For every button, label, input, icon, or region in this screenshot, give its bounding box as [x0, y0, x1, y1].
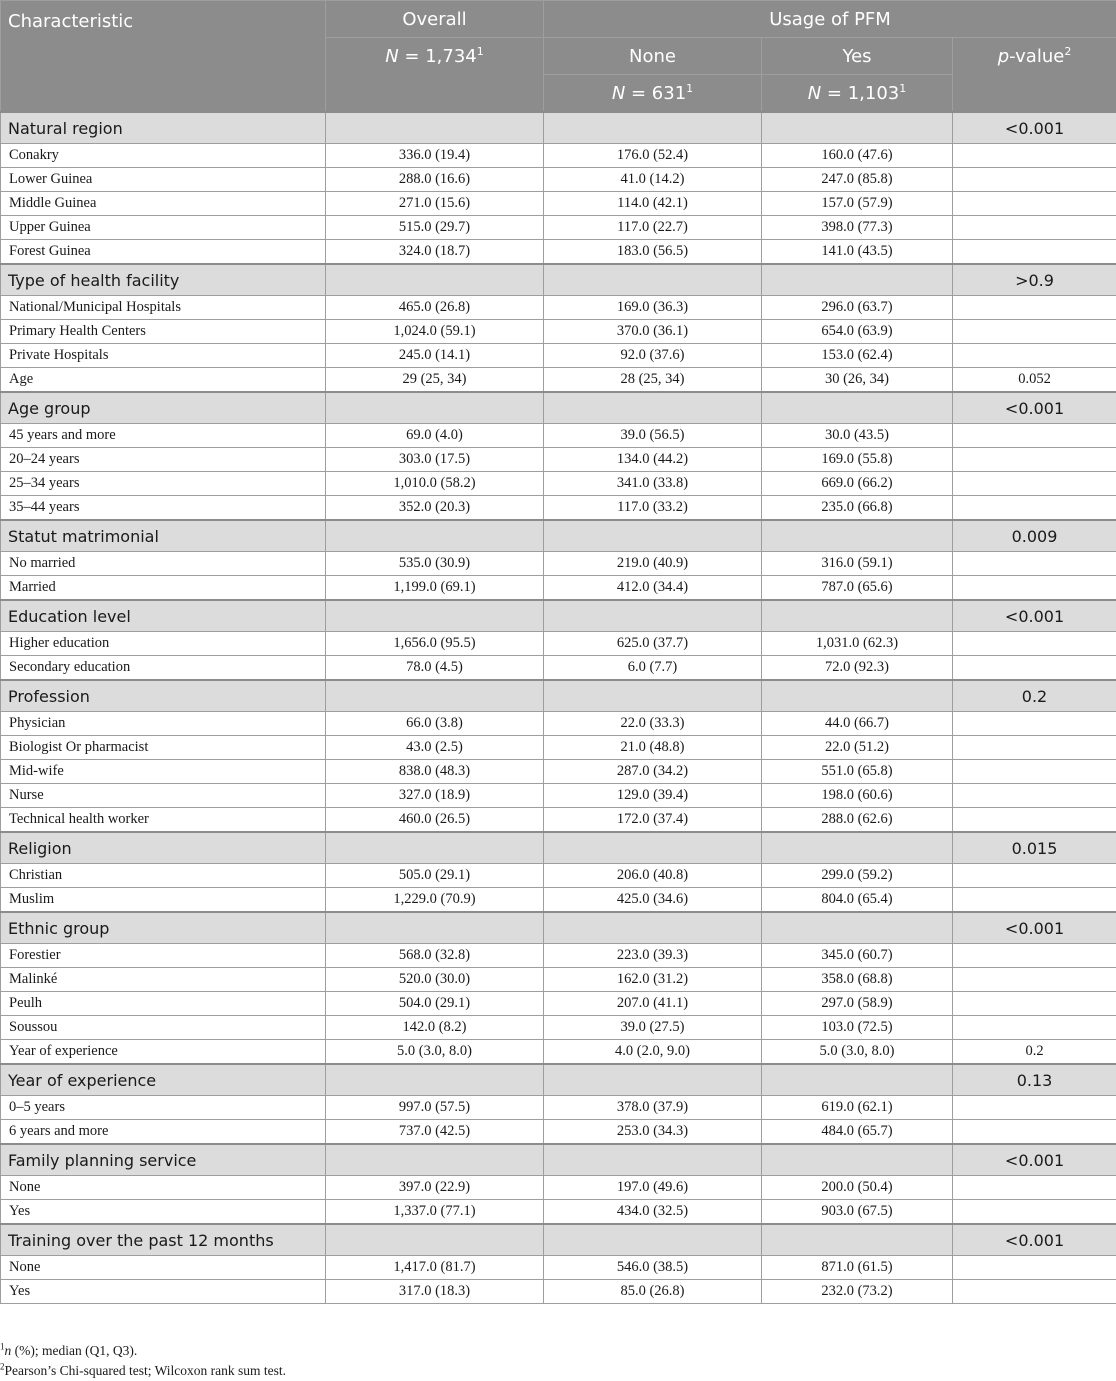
overall-value: 336.0 (19.4) — [326, 144, 544, 168]
overall-header: Overall — [326, 1, 544, 38]
row-pvalue — [953, 1016, 1116, 1040]
row-pvalue — [953, 1176, 1116, 1200]
none-value: 434.0 (32.5) — [544, 1200, 762, 1225]
yes-value: 30 (26, 34) — [762, 368, 953, 393]
empty-cell — [544, 520, 762, 552]
empty-cell — [762, 1144, 953, 1176]
overall-value: 317.0 (18.3) — [326, 1280, 544, 1304]
table-row — [1, 368, 1116, 393]
empty-cell — [544, 600, 762, 632]
section-pvalue: <0.001 — [953, 1144, 1116, 1176]
overall-value: 504.0 (29.1) — [326, 992, 544, 1016]
section-header-row — [1, 1064, 1116, 1096]
yes-value: 153.0 (62.4) — [762, 344, 953, 368]
table-row — [1, 1280, 1116, 1304]
yes-value: 903.0 (67.5) — [762, 1200, 953, 1225]
yes-header: Yes — [762, 38, 953, 75]
empty-cell — [326, 600, 544, 632]
none-header: None — [544, 38, 762, 75]
empty-cell — [326, 832, 544, 864]
row-label: Soussou — [1, 1016, 326, 1040]
overall-value: 838.0 (48.3) — [326, 760, 544, 784]
row-pvalue — [953, 632, 1116, 656]
row-label: 25–34 years — [1, 472, 326, 496]
empty-cell — [544, 264, 762, 296]
table-row — [1, 1040, 1116, 1065]
usage-header: Usage of PFM — [544, 1, 1116, 38]
section-pvalue: <0.001 — [953, 600, 1116, 632]
none-value: 39.0 (56.5) — [544, 424, 762, 448]
section-title: Natural region — [1, 112, 326, 144]
table-row — [1, 632, 1116, 656]
overall-value: 568.0 (32.8) — [326, 944, 544, 968]
section-title: Ethnic group — [1, 912, 326, 944]
row-pvalue — [953, 1120, 1116, 1145]
none-value: 207.0 (41.1) — [544, 992, 762, 1016]
none-value: 197.0 (49.6) — [544, 1176, 762, 1200]
yes-value: 232.0 (73.2) — [762, 1280, 953, 1304]
none-value: 117.0 (33.2) — [544, 496, 762, 521]
empty-cell — [762, 1064, 953, 1096]
table-row — [1, 192, 1116, 216]
empty-cell — [326, 1224, 544, 1256]
none-value: 92.0 (37.6) — [544, 344, 762, 368]
overall-value: 397.0 (22.9) — [326, 1176, 544, 1200]
empty-cell — [544, 1144, 762, 1176]
empty-cell — [762, 264, 953, 296]
table-row — [1, 1120, 1116, 1145]
characteristic-header: Characteristic — [1, 1, 326, 113]
none-value: 39.0 (27.5) — [544, 1016, 762, 1040]
empty-cell — [762, 832, 953, 864]
yes-n-header: $N = 1,103^1$ — [762, 75, 953, 113]
section-title: Year of experience — [1, 1064, 326, 1096]
none-value: 6.0 (7.7) — [544, 656, 762, 681]
empty-cell — [762, 912, 953, 944]
footnotes — [0, 1341, 286, 1381]
none-value: 85.0 (26.8) — [544, 1280, 762, 1304]
row-pvalue — [953, 240, 1116, 265]
none-value: 114.0 (42.1) — [544, 192, 762, 216]
table-row — [1, 992, 1116, 1016]
table-row — [1, 1176, 1116, 1200]
row-pvalue — [953, 968, 1116, 992]
overall-value: 515.0 (29.7) — [326, 216, 544, 240]
row-label: Year of experience — [1, 1040, 326, 1065]
row-pvalue — [953, 424, 1116, 448]
section-pvalue: 0.015 — [953, 832, 1116, 864]
table-row — [1, 712, 1116, 736]
row-label: Married — [1, 576, 326, 601]
table-row — [1, 736, 1116, 760]
row-pvalue — [953, 168, 1116, 192]
row-pvalue — [953, 944, 1116, 968]
overall-value: 1,024.0 (59.1) — [326, 320, 544, 344]
empty-cell — [326, 520, 544, 552]
section-title: Education level — [1, 600, 326, 632]
overall-value: 520.0 (30.0) — [326, 968, 544, 992]
none-value: 341.0 (33.8) — [544, 472, 762, 496]
overall-value: 78.0 (4.5) — [326, 656, 544, 681]
yes-value: 345.0 (60.7) — [762, 944, 953, 968]
yes-value: 669.0 (66.2) — [762, 472, 953, 496]
row-label: Higher education — [1, 632, 326, 656]
row-pvalue — [953, 216, 1116, 240]
overall-value: 352.0 (20.3) — [326, 496, 544, 521]
section-header-row — [1, 912, 1116, 944]
row-pvalue — [953, 888, 1116, 913]
empty-cell — [762, 112, 953, 144]
section-header-row — [1, 520, 1116, 552]
section-title: Family planning service — [1, 1144, 326, 1176]
none-value: 117.0 (22.7) — [544, 216, 762, 240]
row-pvalue — [953, 552, 1116, 576]
row-pvalue — [953, 1096, 1116, 1120]
overall-value: 1,656.0 (95.5) — [326, 632, 544, 656]
overall-value: 324.0 (18.7) — [326, 240, 544, 265]
row-pvalue — [953, 192, 1116, 216]
table-row — [1, 808, 1116, 833]
table-row — [1, 1200, 1116, 1225]
empty-cell — [544, 680, 762, 712]
section-header-row — [1, 600, 1116, 632]
row-pvalue — [953, 1280, 1116, 1304]
row-pvalue: 0.052 — [953, 368, 1116, 393]
empty-cell — [544, 112, 762, 144]
table-row — [1, 344, 1116, 368]
row-pvalue — [953, 992, 1116, 1016]
row-label: Technical health worker — [1, 808, 326, 833]
yes-value: 200.0 (50.4) — [762, 1176, 953, 1200]
none-value: 287.0 (34.2) — [544, 760, 762, 784]
yes-value: 22.0 (51.2) — [762, 736, 953, 760]
row-label: Muslim — [1, 888, 326, 913]
row-pvalue — [953, 760, 1116, 784]
row-label: Conakry — [1, 144, 326, 168]
empty-cell — [326, 680, 544, 712]
yes-value: 169.0 (55.8) — [762, 448, 953, 472]
pvalue-header: p-value$^2$ — [953, 38, 1116, 113]
table-row — [1, 144, 1116, 168]
empty-cell — [326, 112, 544, 144]
empty-cell — [762, 680, 953, 712]
overall-value: 5.0 (3.0, 8.0) — [326, 1040, 544, 1065]
overall-value: 271.0 (15.6) — [326, 192, 544, 216]
empty-cell — [544, 832, 762, 864]
table-row — [1, 1256, 1116, 1280]
section-header-row — [1, 1224, 1116, 1256]
none-n-header: $N = 631^1$ — [544, 75, 762, 113]
row-label: None — [1, 1256, 326, 1280]
row-pvalue — [953, 344, 1116, 368]
section-pvalue: <0.001 — [953, 912, 1116, 944]
section-pvalue: >0.9 — [953, 264, 1116, 296]
footnote-1: $^1$n (%); median (Q1, Q3). — [0, 1341, 286, 1361]
yes-value: 484.0 (65.7) — [762, 1120, 953, 1145]
overall-value: 737.0 (42.5) — [326, 1120, 544, 1145]
row-label: Nurse — [1, 784, 326, 808]
row-label: Middle Guinea — [1, 192, 326, 216]
none-value: 425.0 (34.6) — [544, 888, 762, 913]
yes-value: 103.0 (72.5) — [762, 1016, 953, 1040]
none-value: 378.0 (37.9) — [544, 1096, 762, 1120]
section-header-row — [1, 832, 1116, 864]
row-label: None — [1, 1176, 326, 1200]
none-value: 625.0 (37.7) — [544, 632, 762, 656]
row-pvalue — [953, 496, 1116, 521]
yes-value: 5.0 (3.0, 8.0) — [762, 1040, 953, 1065]
table-row — [1, 1016, 1116, 1040]
table-row — [1, 784, 1116, 808]
none-value: 134.0 (44.2) — [544, 448, 762, 472]
row-label: Lower Guinea — [1, 168, 326, 192]
row-label: Forestier — [1, 944, 326, 968]
section-pvalue: <0.001 — [953, 1224, 1116, 1256]
none-value: 172.0 (37.4) — [544, 808, 762, 833]
overall-value: 1,229.0 (70.9) — [326, 888, 544, 913]
yes-value: 157.0 (57.9) — [762, 192, 953, 216]
none-value: 4.0 (2.0, 9.0) — [544, 1040, 762, 1065]
yes-value: 30.0 (43.5) — [762, 424, 953, 448]
row-label: 0–5 years — [1, 1096, 326, 1120]
empty-cell — [762, 520, 953, 552]
section-pvalue: <0.001 — [953, 392, 1116, 424]
row-pvalue — [953, 1200, 1116, 1225]
row-label: No married — [1, 552, 326, 576]
overall-value: 66.0 (3.8) — [326, 712, 544, 736]
empty-cell — [326, 1144, 544, 1176]
row-pvalue — [953, 808, 1116, 833]
yes-value: 398.0 (77.3) — [762, 216, 953, 240]
section-header-row — [1, 264, 1116, 296]
overall-value: 303.0 (17.5) — [326, 448, 544, 472]
row-label: Age — [1, 368, 326, 393]
none-value: 223.0 (39.3) — [544, 944, 762, 968]
overall-value: 1,417.0 (81.7) — [326, 1256, 544, 1280]
none-value: 22.0 (33.3) — [544, 712, 762, 736]
yes-value: 247.0 (85.8) — [762, 168, 953, 192]
yes-value: 141.0 (43.5) — [762, 240, 953, 265]
section-pvalue: 0.13 — [953, 1064, 1116, 1096]
table-row — [1, 320, 1116, 344]
none-value: 546.0 (38.5) — [544, 1256, 762, 1280]
row-pvalue — [953, 656, 1116, 681]
row-pvalue: 0.2 — [953, 1040, 1116, 1065]
overall-value: 69.0 (4.0) — [326, 424, 544, 448]
yes-value: 787.0 (65.6) — [762, 576, 953, 601]
overall-value: 1,337.0 (77.1) — [326, 1200, 544, 1225]
row-pvalue — [953, 448, 1116, 472]
yes-value: 44.0 (66.7) — [762, 712, 953, 736]
table-row — [1, 216, 1116, 240]
row-label: Biologist Or pharmacist — [1, 736, 326, 760]
empty-cell — [762, 600, 953, 632]
none-value: 219.0 (40.9) — [544, 552, 762, 576]
row-pvalue — [953, 864, 1116, 888]
section-title: Statut matrimonial — [1, 520, 326, 552]
none-value: 21.0 (48.8) — [544, 736, 762, 760]
row-label: Primary Health Centers — [1, 320, 326, 344]
footnote-2: $^2$Pearson’s Chi-squared test; Wilcoxon rank sum test. — [0, 1361, 286, 1381]
table-row — [1, 864, 1116, 888]
table-row — [1, 472, 1116, 496]
table-row — [1, 760, 1116, 784]
section-title: Religion — [1, 832, 326, 864]
yes-value: 654.0 (63.9) — [762, 320, 953, 344]
table-row — [1, 240, 1116, 265]
table-row — [1, 552, 1116, 576]
overall-value: 288.0 (16.6) — [326, 168, 544, 192]
none-value: 129.0 (39.4) — [544, 784, 762, 808]
section-header-row — [1, 680, 1116, 712]
overall-value: 465.0 (26.8) — [326, 296, 544, 320]
yes-value: 235.0 (66.8) — [762, 496, 953, 521]
none-value: 370.0 (36.1) — [544, 320, 762, 344]
row-label: National/Municipal Hospitals — [1, 296, 326, 320]
row-label: 45 years and more — [1, 424, 326, 448]
section-header-row — [1, 392, 1116, 424]
yes-value: 804.0 (65.4) — [762, 888, 953, 913]
table-row — [1, 496, 1116, 521]
row-label: Yes — [1, 1280, 326, 1304]
yes-value: 551.0 (65.8) — [762, 760, 953, 784]
row-label: Private Hospitals — [1, 344, 326, 368]
table-header — [1, 1, 1116, 113]
table-row — [1, 656, 1116, 681]
row-label: Upper Guinea — [1, 216, 326, 240]
yes-value: 296.0 (63.7) — [762, 296, 953, 320]
row-pvalue — [953, 144, 1116, 168]
yes-value: 160.0 (47.6) — [762, 144, 953, 168]
overall-value: 1,010.0 (58.2) — [326, 472, 544, 496]
overall-n-header: $N = 1,734^1$ — [326, 38, 544, 113]
yes-value: 316.0 (59.1) — [762, 552, 953, 576]
yes-value: 198.0 (60.6) — [762, 784, 953, 808]
table-row — [1, 448, 1116, 472]
none-value: 206.0 (40.8) — [544, 864, 762, 888]
row-label: 20–24 years — [1, 448, 326, 472]
row-label: Christian — [1, 864, 326, 888]
section-title: Profession — [1, 680, 326, 712]
row-pvalue — [953, 576, 1116, 601]
table-row — [1, 168, 1116, 192]
none-value: 41.0 (14.2) — [544, 168, 762, 192]
section-header-row — [1, 1144, 1116, 1176]
empty-cell — [326, 264, 544, 296]
section-pvalue: 0.009 — [953, 520, 1116, 552]
empty-cell — [326, 392, 544, 424]
empty-cell — [544, 912, 762, 944]
yes-value: 72.0 (92.3) — [762, 656, 953, 681]
row-pvalue — [953, 784, 1116, 808]
yes-value: 1,031.0 (62.3) — [762, 632, 953, 656]
row-pvalue — [953, 296, 1116, 320]
empty-cell — [544, 1224, 762, 1256]
row-label: Physician — [1, 712, 326, 736]
row-label: Malinké — [1, 968, 326, 992]
empty-cell — [544, 392, 762, 424]
table-body — [1, 112, 1116, 1304]
none-value: 162.0 (31.2) — [544, 968, 762, 992]
empty-cell — [326, 1064, 544, 1096]
section-title: Training over the past 12 months — [1, 1224, 326, 1256]
table-row — [1, 296, 1116, 320]
section-pvalue: 0.2 — [953, 680, 1116, 712]
section-title: Type of health facility — [1, 264, 326, 296]
overall-value: 245.0 (14.1) — [326, 344, 544, 368]
empty-cell — [544, 1064, 762, 1096]
yes-value: 288.0 (62.6) — [762, 808, 953, 833]
overall-value: 997.0 (57.5) — [326, 1096, 544, 1120]
row-label: 35–44 years — [1, 496, 326, 521]
table-row — [1, 968, 1116, 992]
yes-value: 297.0 (58.9) — [762, 992, 953, 1016]
empty-cell — [762, 392, 953, 424]
row-pvalue — [953, 1256, 1116, 1280]
none-value: 253.0 (34.3) — [544, 1120, 762, 1145]
row-label: 6 years and more — [1, 1120, 326, 1145]
row-pvalue — [953, 472, 1116, 496]
overall-value: 1,199.0 (69.1) — [326, 576, 544, 601]
row-pvalue — [953, 736, 1116, 760]
overall-value: 43.0 (2.5) — [326, 736, 544, 760]
section-header-row — [1, 112, 1116, 144]
overall-value: 142.0 (8.2) — [326, 1016, 544, 1040]
none-value: 183.0 (56.5) — [544, 240, 762, 265]
none-value: 412.0 (34.4) — [544, 576, 762, 601]
yes-value: 619.0 (62.1) — [762, 1096, 953, 1120]
none-value: 176.0 (52.4) — [544, 144, 762, 168]
overall-value: 327.0 (18.9) — [326, 784, 544, 808]
empty-cell — [326, 912, 544, 944]
overall-value: 460.0 (26.5) — [326, 808, 544, 833]
table-row — [1, 576, 1116, 601]
row-pvalue — [953, 712, 1116, 736]
row-label: Mid-wife — [1, 760, 326, 784]
yes-value: 871.0 (61.5) — [762, 1256, 953, 1280]
table-row — [1, 944, 1116, 968]
table-row — [1, 424, 1116, 448]
overall-value: 505.0 (29.1) — [326, 864, 544, 888]
row-label: Yes — [1, 1200, 326, 1225]
section-title: Age group — [1, 392, 326, 424]
overall-value: 29 (25, 34) — [326, 368, 544, 393]
table-row — [1, 1096, 1116, 1120]
row-label: Forest Guinea — [1, 240, 326, 265]
section-pvalue: <0.001 — [953, 112, 1116, 144]
row-label: Peulh — [1, 992, 326, 1016]
row-pvalue — [953, 320, 1116, 344]
empty-cell — [762, 1224, 953, 1256]
none-value: 169.0 (36.3) — [544, 296, 762, 320]
none-value: 28 (25, 34) — [544, 368, 762, 393]
overall-value: 535.0 (30.9) — [326, 552, 544, 576]
table-row — [1, 888, 1116, 913]
yes-value: 358.0 (68.8) — [762, 968, 953, 992]
row-label: Secondary education — [1, 656, 326, 681]
yes-value: 299.0 (59.2) — [762, 864, 953, 888]
